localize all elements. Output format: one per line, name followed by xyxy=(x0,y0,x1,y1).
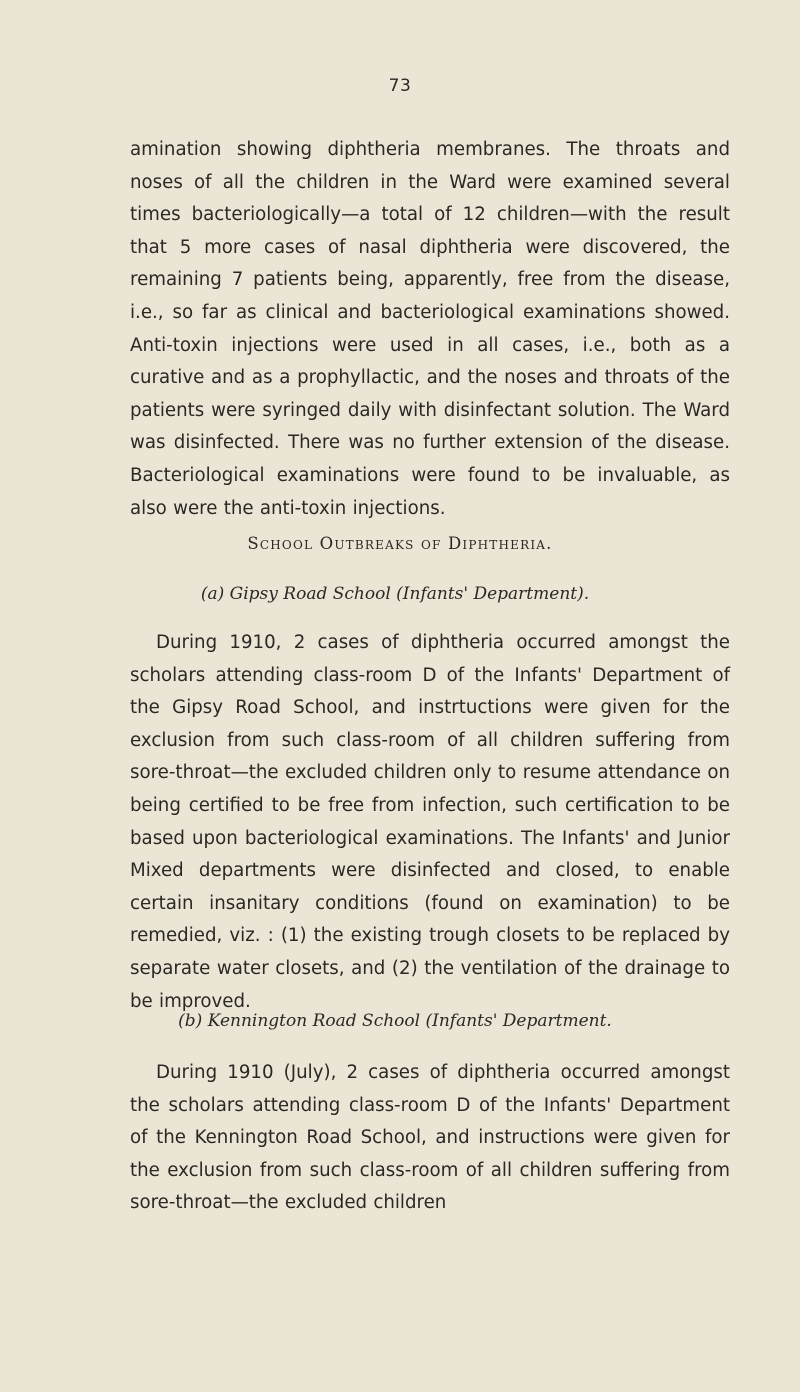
section-heading: School Outbreaks of Diphtheria. xyxy=(247,534,553,553)
page-number: 73 xyxy=(388,76,412,96)
subsection-b-paragraph: During 1910 (July), 2 cases of diphtheria occurred amongst the scholars attending class-room D of the Infants' Department of the Kennington Road School, and instructions were given for the exclusion from such class-room of all children suffering from sore-throat—the excluded children xyxy=(130,1062,730,1214)
subsection-a-heading: (a) Gipsy Road School (Infants' Department). xyxy=(200,584,590,604)
intro-paragraph: amination showing diphtheria membranes. The throats and noses of all the children in the Ward were examined several times bacteriologically—a total of 12 children—with the result that 5 more cases of nasal diphtheria were discovered, the remaining 7 patients being, apparently, free from the disease, i.e., so far as clinical and bacteriological examinations showed. Anti-toxin injections were used in all cases, i.e., both as a curative and as a prophyllactic, and the noses and throats of the patients were syringed daily with disinfectant solution. The Ward was disinfected. There was no further extension of the disease. Bacteriological examinations were found to be invaluable, as also were the anti-toxin injections. xyxy=(130,139,730,519)
subsection-a-paragraph: During 1910, 2 cases of diphtheria occurred amongst the scholars attending class-room D of the Infants' Department of the Gipsy Road School, and instrtuctions were given for the exclusion from such class-room of all children suffering from sore-throat—the excluded children only to resume attendance on being certified to be free from infection, such certification to be based upon bacteriological examinations. The Infants' and Junior Mixed departments were disinfected and closed, to enable certain insanitary conditions (found on examination) to be remedied, viz. : (1) the existing trough closets to be replaced by separate water closets, and (2) the ventilation of the drainage to be improved. xyxy=(130,632,730,1012)
intro-paragraph-block xyxy=(130,134,730,525)
subsection-b-heading: (b) Kennington Road School (Infants' Department. xyxy=(178,1011,612,1031)
subsection-a-block xyxy=(130,627,730,1018)
subsection-b-block xyxy=(130,1057,730,1220)
